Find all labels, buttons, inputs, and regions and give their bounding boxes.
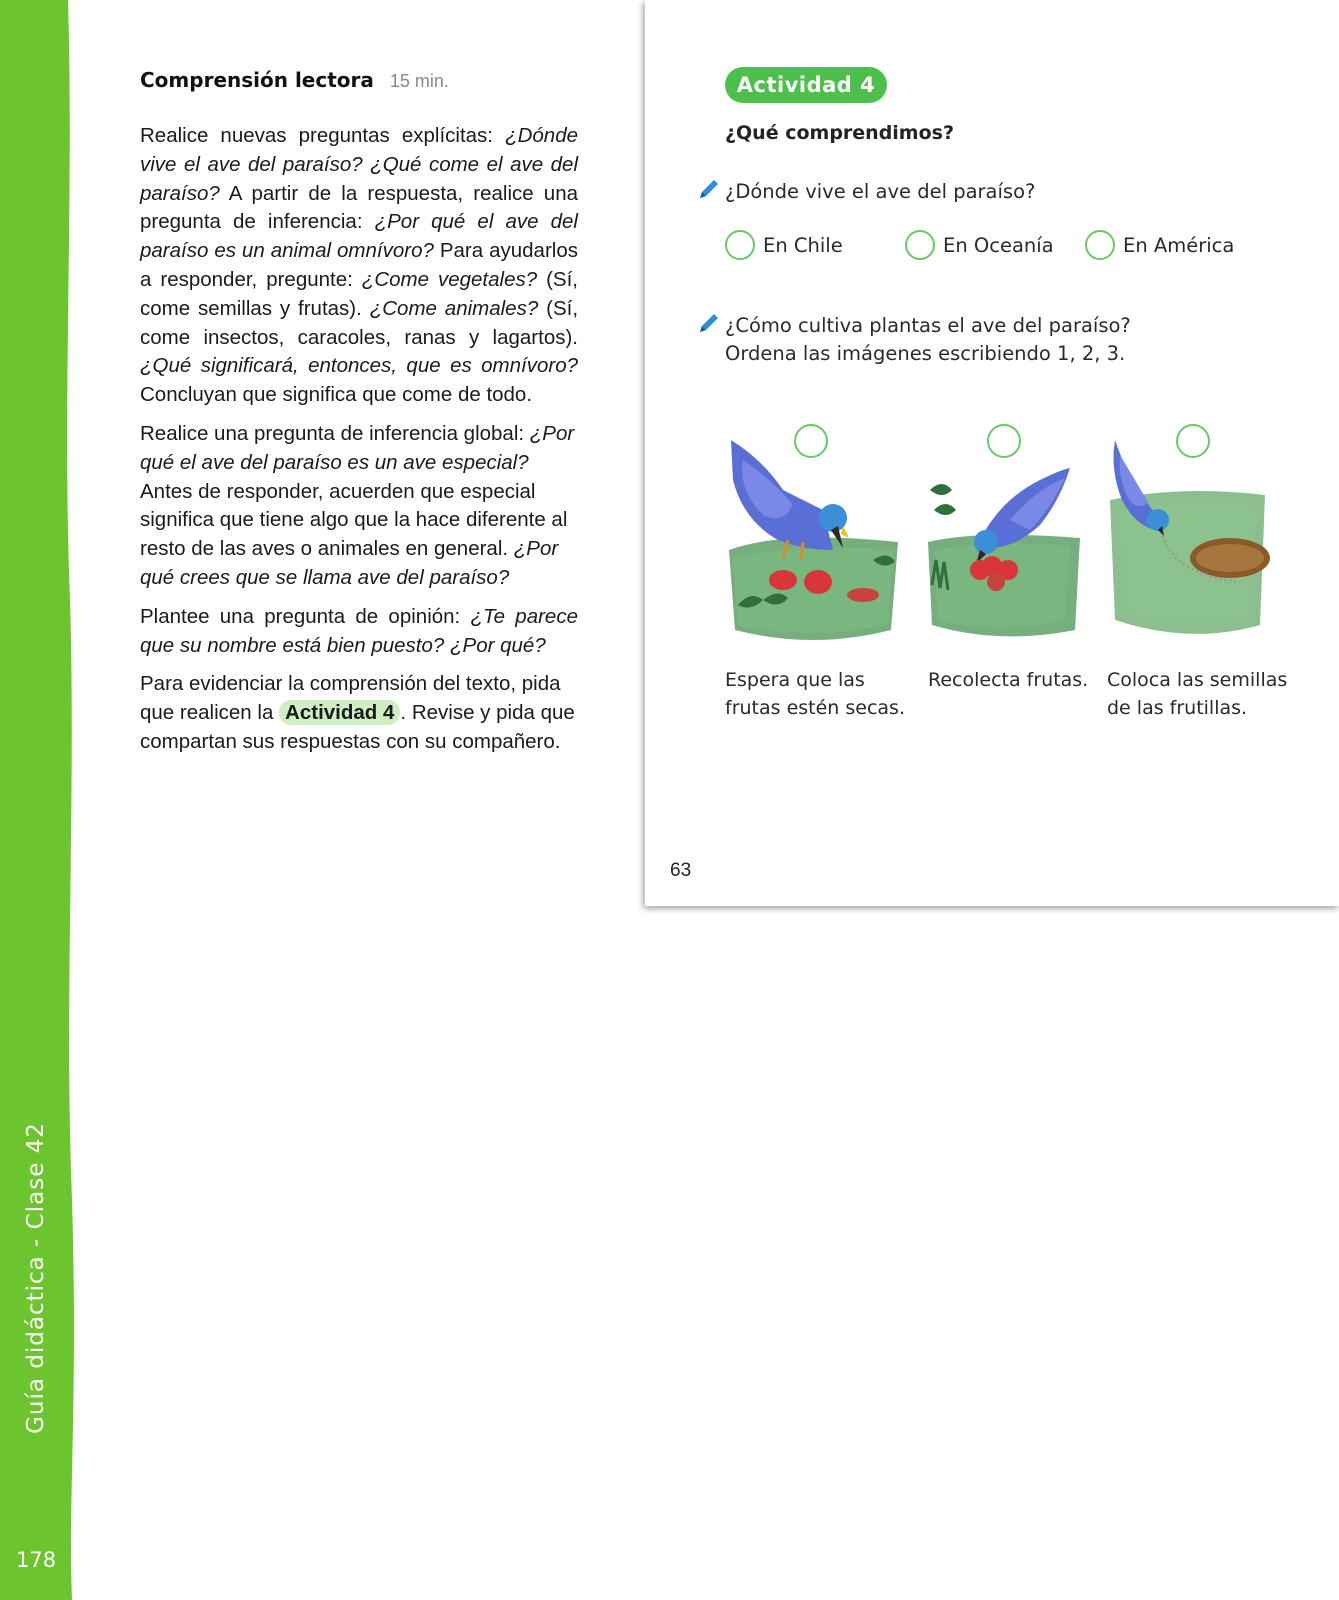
- workbook-page: [645, 0, 1339, 906]
- bird-illustration-waiting: [723, 430, 905, 652]
- pencil-icon: [697, 177, 721, 201]
- radio-circle-america[interactable]: [1085, 230, 1115, 260]
- radio-circle-chile[interactable]: [725, 230, 755, 260]
- caption-2: [928, 666, 1088, 694]
- italic-question: ¿Come vegetales?: [361, 267, 538, 291]
- paragraph-explicit-questions: [140, 122, 578, 410]
- italic-question: ¿Por qué el ave del paraíso es un ave especial?: [140, 421, 575, 474]
- guide-column: [140, 68, 578, 767]
- text-run: A partir de la respuesta, realice una pregunta de inferencia:: [140, 181, 578, 234]
- section-header: [140, 68, 578, 92]
- bird-illustration-collecting: [920, 430, 1088, 652]
- section-time: 15 min.: [389, 71, 449, 91]
- italic-question: ¿Dónde vive el ave del paraíso? ¿Qué come el ave del paraíso?: [140, 124, 578, 205]
- caption-3: [1107, 666, 1287, 722]
- text-run: Concluyan que significa que come de todo.: [140, 383, 533, 407]
- section-title: Comprensión lectora: [140, 68, 374, 92]
- question-where: ¿Dónde vive el ave del paraíso?: [725, 180, 1036, 203]
- sidebar-label: Guía didáctica - Clase 42: [23, 1122, 49, 1434]
- right-page-number: 63: [670, 860, 692, 881]
- pencil-icon: [697, 311, 721, 335]
- paragraph-activity: [140, 670, 578, 756]
- italic-question: ¿Por qué el ave del paraíso es un animal omnívoro?: [140, 210, 578, 263]
- italic-question: ¿Come animales?: [369, 296, 539, 320]
- caption-1: [725, 666, 905, 722]
- activity-title: ¿Qué comprendimos?: [725, 122, 954, 144]
- text-run: Realice nuevas preguntas explícitas:: [140, 124, 506, 147]
- text-run: . Revise y pida que compartan sus respuestas con su compañero.: [140, 701, 575, 753]
- text-run: (Sí, come semillas y frutas).: [140, 267, 578, 320]
- text-run: Plantee una pregunta de opinión:: [140, 604, 471, 628]
- option-label: En Oceanía: [943, 233, 1054, 257]
- caption-line: de las frutillas.: [1107, 697, 1248, 719]
- bird-illustration-planting: [1100, 430, 1280, 652]
- paragraph-global-inference: [140, 420, 578, 593]
- option-america[interactable]: [1085, 230, 1234, 260]
- text-run: (Sí, come insectos, caracoles, ranas y lagartos).: [140, 296, 579, 349]
- option-label: En América: [1123, 233, 1235, 257]
- caption-line: Coloca las semillas: [1107, 669, 1288, 691]
- activity-badge: Actividad 4: [725, 67, 887, 103]
- question-how-line1: ¿Cómo cultiva plantas el ave del paraíso?: [725, 314, 1131, 337]
- italic-question: ¿Por qué crees que se llama ave del paraíso?: [140, 537, 559, 589]
- italic-question: ¿Qué significará, entonces, que es omnívoro?: [140, 354, 578, 378]
- italic-question: ¿Te parece que su nombre está bien puesto? ¿Por qué?: [140, 604, 578, 657]
- text-run: Antes de responder, acuerden que especial significa que tiene algo que la hace diferente al resto de las aves o animales en general.: [140, 479, 568, 561]
- text-run: Realice una pregunta de inferencia global:: [140, 421, 530, 445]
- activity-highlight: Actividad 4: [279, 700, 400, 725]
- question-how-line2: Ordena las imágenes escribiendo 1, 2, 3.: [725, 342, 1126, 365]
- caption-line: Recolecta frutas.: [928, 669, 1089, 691]
- paragraph-opinion: [140, 603, 578, 661]
- option-oceania[interactable]: [905, 230, 1054, 260]
- text-run: Para ayudarlos a responder, pregunte:: [140, 239, 578, 291]
- caption-line: frutas estén secas.: [725, 697, 905, 719]
- option-chile[interactable]: [725, 230, 843, 260]
- left-page-number: 178: [16, 1548, 57, 1572]
- caption-line: Espera que las: [725, 669, 865, 691]
- option-label: En Chile: [763, 233, 843, 257]
- question-how: [725, 312, 1131, 368]
- radio-circle-oceania[interactable]: [905, 230, 935, 260]
- text-run: Para evidenciar la comprensión del texto, pida que realicen la: [140, 672, 561, 725]
